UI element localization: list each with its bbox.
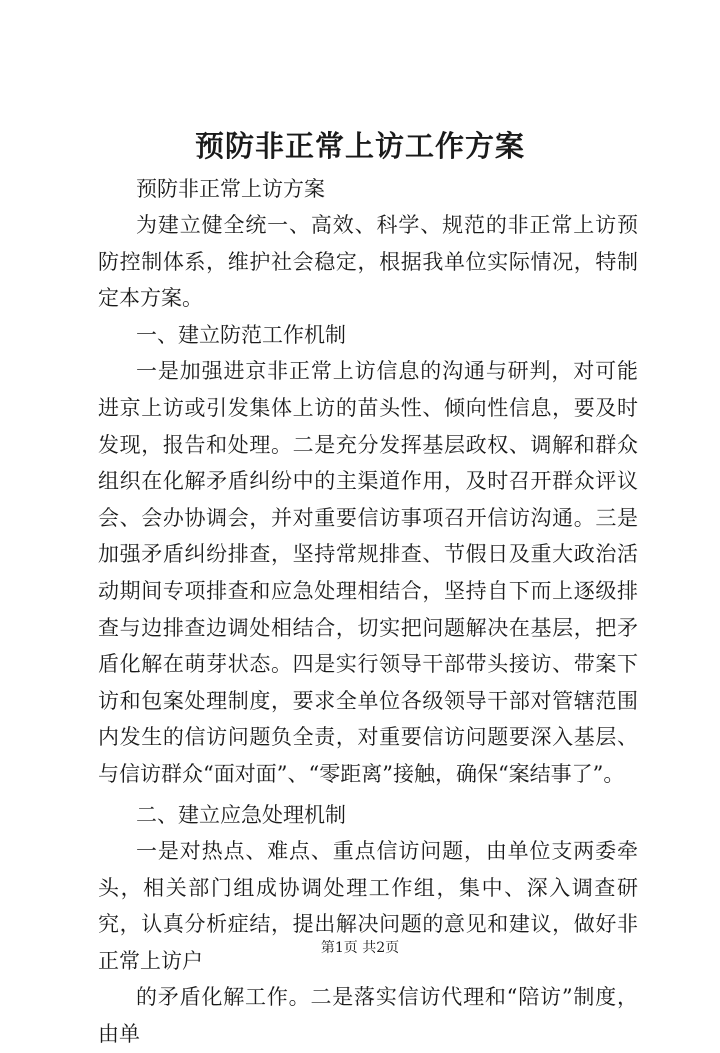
section-heading-1: 一、建立防范工作机制	[136, 322, 346, 347]
intro-paragraph: 为建立健全统一、高效、科学、规范的非正常上访预防控制体系，维护社会稳定，根据我单位实际情况，特制定本方案。	[98, 213, 638, 311]
document-body	[98, 207, 638, 1053]
page-number-footer: 第1页 共2页	[320, 940, 400, 956]
section-2-paragraph: 一是对热点、难点、重点信访问题，由单位支两委牵头，相关部门组成协调处理工作组，集中、深入调查研究，认真分析症结，提出解决问题的意见和建议，做好非正常上访户	[98, 839, 638, 973]
document-subtitle: 预防非正常上访方案	[136, 177, 325, 201]
section-heading-2: 二、建立应急处理机制	[136, 802, 346, 827]
document-title: 预防非正常上访工作方案	[194, 129, 525, 163]
section-2-continuation: 的矛盾化解工作。二是落实信访代理和“陪访”制度，由单	[98, 985, 638, 1047]
section-1-paragraph: 一是加强进京非正常上访信息的沟通与研判，对可能进京上访或引发集体上访的苗头性、倾向性信息，要及时发现，报告和处理。二是充分发挥基层政权、调解和群众组织在化解矛盾纠纷中的主渠道作用，及时召开群众评议会、会办协调会，并对重要信访事项召开信访沟通。三是加强矛盾纠纷排查，坚持常规排查、节假日及重大政治活动期间专项排查和应急处理相结合，坚持自下而上逐级排查与边排查边调处相结合，切实把问题解决在基层，把矛盾化解在萌芽状态。四是实行领导干部带头接访、带案下访和包案处理制度，要求全单位各级领导干部对管辖范围内发生的信访问题负全责，对重要信访问题要深入基层、与信访群众“面对面”、“零距离”接触，确保“案结事了”。	[98, 359, 638, 786]
